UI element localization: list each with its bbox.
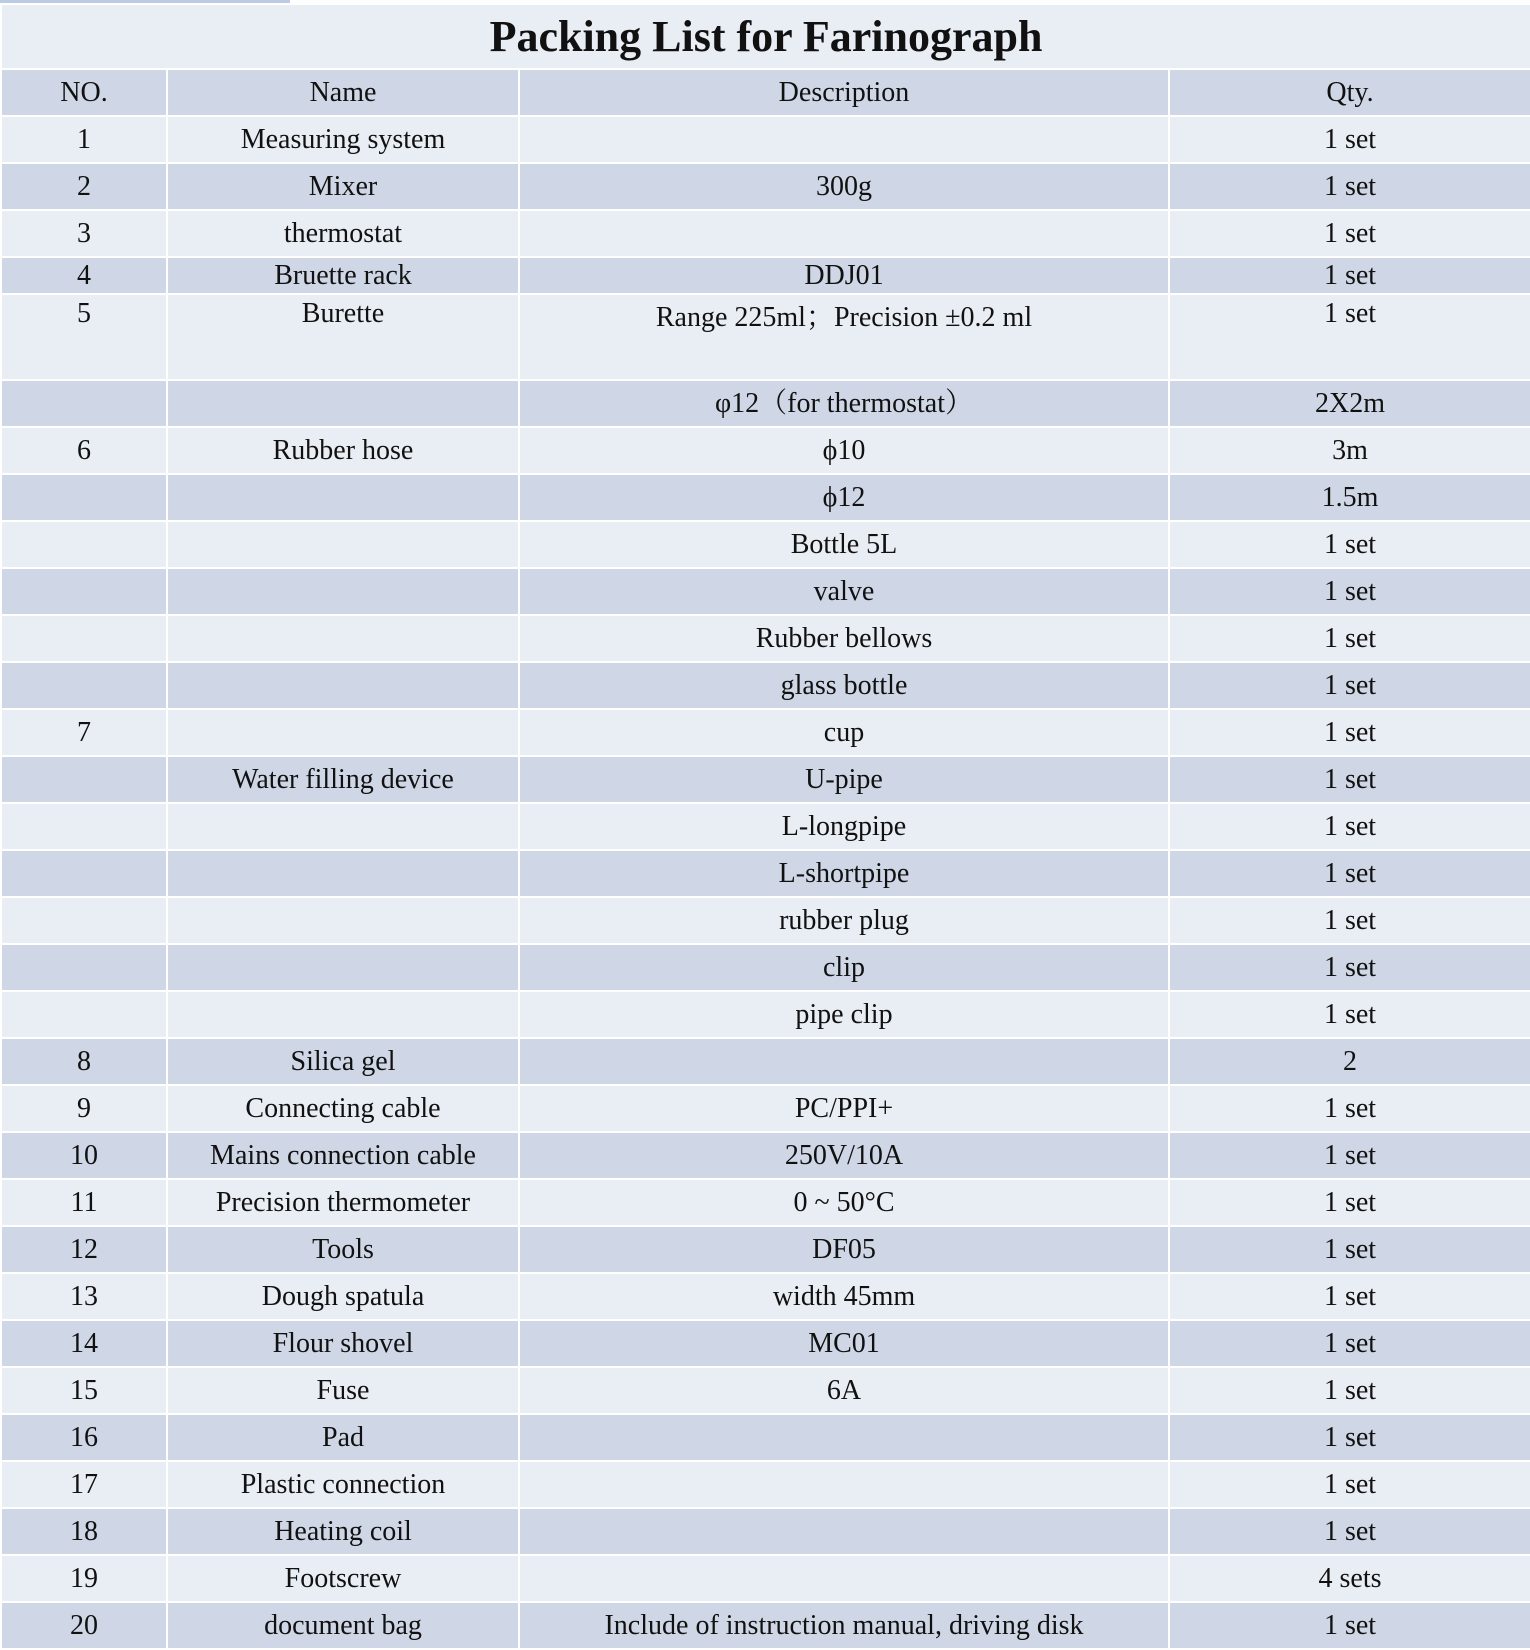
cell-qty: 1 set (1169, 1602, 1530, 1649)
cell-no: 15 (1, 1367, 167, 1414)
cell-name (167, 380, 519, 427)
cell-no: 3 (1, 210, 167, 257)
packing-list-table (0, 3, 1530, 1650)
table-row (1, 1226, 1530, 1273)
cell-desc: DF05 (519, 1226, 1169, 1273)
cell-name: Precision thermometer (167, 1179, 519, 1226)
cell-desc (519, 1414, 1169, 1461)
cell-name: Mains connection cable (167, 1132, 519, 1179)
table-row (1, 257, 1530, 294)
cell-qty: 2 (1169, 1038, 1530, 1085)
table-row (1, 615, 1530, 662)
cell-no: 14 (1, 1320, 167, 1367)
column-header-name: Name (167, 69, 519, 116)
cell-no (1, 521, 167, 568)
cell-name: thermostat (167, 210, 519, 257)
table-row (1, 1179, 1530, 1226)
cell-qty: 1 set (1169, 1085, 1530, 1132)
table-row (1, 568, 1530, 615)
cell-name: Fuse (167, 1367, 519, 1414)
cell-name: Burette (167, 294, 519, 380)
cell-name (167, 850, 519, 897)
cell-desc: L-longpipe (519, 803, 1169, 850)
table-row (1, 709, 1530, 756)
cell-no: 1 (1, 116, 167, 163)
cell-no: 10 (1, 1132, 167, 1179)
cell-desc: ϕ12 (519, 474, 1169, 521)
cell-desc: Rubber bellows (519, 615, 1169, 662)
cell-no: 5 (1, 294, 167, 380)
cell-qty: 1 set (1169, 803, 1530, 850)
cell-no (1, 803, 167, 850)
cell-desc: Range 225ml；Precision ±0.2 ml (519, 294, 1169, 380)
cell-no: 7 (1, 709, 167, 756)
cell-no (1, 991, 167, 1038)
cell-desc: width 45mm (519, 1273, 1169, 1320)
column-header-qty: Qty. (1169, 69, 1530, 116)
cell-no (1, 756, 167, 803)
table-row (1, 991, 1530, 1038)
cell-desc: φ12（for thermostat） (519, 380, 1169, 427)
cell-qty: 1 set (1169, 756, 1530, 803)
cell-qty: 1 set (1169, 709, 1530, 756)
cell-name: Rubber hose (167, 427, 519, 474)
cell-no: 19 (1, 1555, 167, 1602)
cell-no (1, 897, 167, 944)
cell-qty: 1 set (1169, 210, 1530, 257)
cell-no (1, 380, 167, 427)
table-row (1, 1461, 1530, 1508)
cell-qty: 1 set (1169, 1320, 1530, 1367)
cell-name: Tools (167, 1226, 519, 1273)
table-row (1, 1320, 1530, 1367)
cell-desc: 0 ~ 50°C (519, 1179, 1169, 1226)
cell-no (1, 615, 167, 662)
cell-qty: 1 set (1169, 116, 1530, 163)
cell-qty: 1 set (1169, 850, 1530, 897)
cell-no: 20 (1, 1602, 167, 1649)
table-row (1, 1602, 1530, 1649)
column-header-description: Description (519, 69, 1169, 116)
cell-name (167, 803, 519, 850)
table-row (1, 944, 1530, 991)
table-row (1, 1038, 1530, 1085)
cell-desc (519, 1555, 1169, 1602)
cell-no: 16 (1, 1414, 167, 1461)
table-row (1, 662, 1530, 709)
cell-qty: 1 set (1169, 257, 1530, 294)
table-row (1, 803, 1530, 850)
cell-desc: MC01 (519, 1320, 1169, 1367)
cell-no: 13 (1, 1273, 167, 1320)
cell-no (1, 568, 167, 615)
header-row (1, 69, 1530, 116)
cell-name: Pad (167, 1414, 519, 1461)
table-row (1, 756, 1530, 803)
cell-qty: 4 sets (1169, 1555, 1530, 1602)
cell-name: Flour shovel (167, 1320, 519, 1367)
table-row (1, 210, 1530, 257)
cell-desc: U-pipe (519, 756, 1169, 803)
table-row (1, 1508, 1530, 1555)
cell-no: 12 (1, 1226, 167, 1273)
cell-name: Connecting cable (167, 1085, 519, 1132)
cell-desc: cup (519, 709, 1169, 756)
table-row (1, 1367, 1530, 1414)
table-row (1, 897, 1530, 944)
cell-desc: Bottle 5L (519, 521, 1169, 568)
cell-qty: 3m (1169, 427, 1530, 474)
cell-desc (519, 210, 1169, 257)
cell-name (167, 615, 519, 662)
cell-no: 2 (1, 163, 167, 210)
cell-qty: 1 set (1169, 897, 1530, 944)
cell-desc: 6A (519, 1367, 1169, 1414)
cell-desc: valve (519, 568, 1169, 615)
cell-desc (519, 1508, 1169, 1555)
table-row (1, 1414, 1530, 1461)
cell-name (167, 662, 519, 709)
cell-name: Silica gel (167, 1038, 519, 1085)
cell-desc (519, 116, 1169, 163)
cell-qty: 1 set (1169, 991, 1530, 1038)
cell-name: Bruette rack (167, 257, 519, 294)
cell-no (1, 850, 167, 897)
table-row (1, 294, 1530, 380)
table-row (1, 163, 1530, 210)
cell-qty: 2X2m (1169, 380, 1530, 427)
cell-qty: 1 set (1169, 944, 1530, 991)
cell-desc: L-shortpipe (519, 850, 1169, 897)
cell-name (167, 897, 519, 944)
cell-name: Dough spatula (167, 1273, 519, 1320)
cell-name: Water filling device (167, 756, 519, 803)
cell-no: 17 (1, 1461, 167, 1508)
cell-name: Plastic connection (167, 1461, 519, 1508)
cell-qty: 1 set (1169, 662, 1530, 709)
cell-desc (519, 1461, 1169, 1508)
cell-no: 6 (1, 427, 167, 474)
cell-qty: 1 set (1169, 1273, 1530, 1320)
cell-desc: 300g (519, 163, 1169, 210)
table-row (1, 850, 1530, 897)
cell-qty: 1 set (1169, 568, 1530, 615)
cell-qty: 1 set (1169, 163, 1530, 210)
cell-qty: 1 set (1169, 1508, 1530, 1555)
cell-name: Mixer (167, 163, 519, 210)
cell-qty: 1 set (1169, 1414, 1530, 1461)
cell-desc: pipe clip (519, 991, 1169, 1038)
cell-no: 4 (1, 257, 167, 294)
cell-desc: PC/PPI+ (519, 1085, 1169, 1132)
cell-qty: 1 set (1169, 1226, 1530, 1273)
cell-qty: 1 set (1169, 615, 1530, 662)
table-row (1, 521, 1530, 568)
cell-name: Footscrew (167, 1555, 519, 1602)
cell-name (167, 709, 519, 756)
cell-desc: Include of instruction manual, driving disk (519, 1602, 1169, 1649)
cell-qty: 1.5m (1169, 474, 1530, 521)
cell-name (167, 991, 519, 1038)
cell-desc: rubber plug (519, 897, 1169, 944)
cell-name: Measuring system (167, 116, 519, 163)
table-row (1, 1085, 1530, 1132)
table-row (1, 116, 1530, 163)
cell-no: 11 (1, 1179, 167, 1226)
cell-no: 18 (1, 1508, 167, 1555)
cell-qty: 1 set (1169, 1461, 1530, 1508)
cell-name: Heating coil (167, 1508, 519, 1555)
cell-no: 8 (1, 1038, 167, 1085)
cell-desc: 250V/10A (519, 1132, 1169, 1179)
cell-qty: 1 set (1169, 1132, 1530, 1179)
cell-desc: DDJ01 (519, 257, 1169, 294)
cell-name: document bag (167, 1602, 519, 1649)
table-row (1, 380, 1530, 427)
table-row (1, 1132, 1530, 1179)
table-row (1, 474, 1530, 521)
cell-qty: 1 set (1169, 521, 1530, 568)
cell-desc: glass bottle (519, 662, 1169, 709)
cell-no (1, 474, 167, 521)
cell-no (1, 662, 167, 709)
cell-name (167, 521, 519, 568)
column-header-no: NO. (1, 69, 167, 116)
cell-name (167, 474, 519, 521)
cell-name (167, 568, 519, 615)
cell-qty: 1 set (1169, 1179, 1530, 1226)
cell-qty: 1 set (1169, 294, 1530, 380)
table-title: Packing List for Farinograph (1, 4, 1530, 69)
cell-desc: ϕ10 (519, 427, 1169, 474)
cell-no (1, 944, 167, 991)
cell-qty: 1 set (1169, 1367, 1530, 1414)
table-row (1, 427, 1530, 474)
cell-desc (519, 1038, 1169, 1085)
cell-name (167, 944, 519, 991)
cell-no: 9 (1, 1085, 167, 1132)
table-row (1, 1555, 1530, 1602)
table-row (1, 1273, 1530, 1320)
cell-desc: clip (519, 944, 1169, 991)
